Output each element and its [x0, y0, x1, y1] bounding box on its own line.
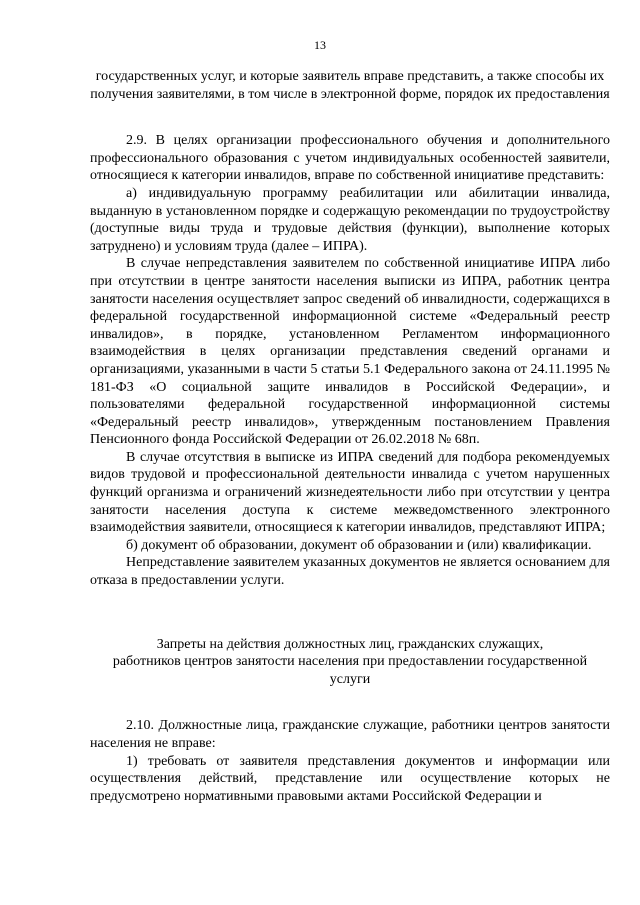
section-2-9-para-absence: В случае отсутствия в выписке из ИПРА сведений для подбора рекомендуемых видов трудовой и профессиональной деятельности инвалида с учетом нарушенных функций организма и ограничений жизнедеятельности либо при отсутствии у центра занятости населения доступа к системе межведомственного электронного взаимодействия заявители, относящиеся к категории инвалидов, представляют ИПРА;	[90, 449, 610, 536]
spacer	[90, 688, 610, 717]
page-number: 13	[314, 38, 326, 52]
prohibitions-heading-line-3: услуги	[329, 671, 371, 687]
intro-heading: государственных услуг, и которые заявитель вправе представить, а также способы их получения заявителями, в том числе в электронной форме, порядок их предоставления	[90, 69, 610, 102]
prohibitions-heading-line-2: работников центров занятости населения при предоставлении государственной	[112, 654, 588, 670]
section-2-10-lead: 2.10. Должностные лица, гражданские служащие, работники центров занятости населения не вправе:	[90, 718, 610, 751]
section-2-9-para-no-ipra: В случае непредставления заявителем по собственной инициативе ИПРА либо при отсутствии в центре занятости населения выписки из ИПРА, работник центра занятости населения осуществляет запрос сведений об инвалидности, содержащихся в федеральной государственной информационной системе «Федеральный реестр инвалидов», в порядке, установленном Регламентом информационного взаимодействия в целях организации представления сведений органами и организациями, указанными в части 5 статьи 5.1 Федерального закона от 24.11.1995 № 181-ФЗ «О социальной защите инвалидов в Российской Федерации», и пользователями федеральной государственной информационной системы «Федеральный реестр инвалидов», утвержденным постановлением Правления Пенсионного фонда Российской Федерации от 26.02.2018 № 68п.	[90, 256, 610, 448]
prohibitions-heading-line-1: Запреты на действия должностных лиц, гражданских служащих,	[156, 636, 544, 652]
prohibitions-heading	[90, 636, 610, 689]
section-2-9-para-not-basis: Непредставление заявителем указанных документов не является основанием для отказа в предоставлении услуги.	[90, 555, 610, 589]
section-2-10-item-1: 1) требовать от заявителя представления документов и информации или осуществления действий, представление или осуществление которых не предусмотрено нормативными правовыми актами Российской Федерации и	[90, 753, 610, 804]
spacer	[90, 103, 610, 132]
section-2-9-item-b: б) документ об образовании, документ об образовании и (или) квалификации.	[126, 537, 592, 553]
spacer	[90, 590, 610, 636]
section-2-9-lead: 2.9. В целях организации профессионального обучения и дополнительного профессионального образования с учетом индивидуальных особенностей заявители, относящиеся к категории инвалидов, вправе по собственной инициативе представить:	[90, 133, 610, 184]
page-content	[90, 68, 610, 805]
section-2-9-item-a: а) индивидуальную программу реабилитации или абилитации инвалида, выданную в установленном порядке и содержащую рекомендации по трудоустройству (доступные виды труда и трудовые действия (функции), выполнение которых затруднено) и условиям труда (далее – ИПРА).	[90, 185, 610, 254]
